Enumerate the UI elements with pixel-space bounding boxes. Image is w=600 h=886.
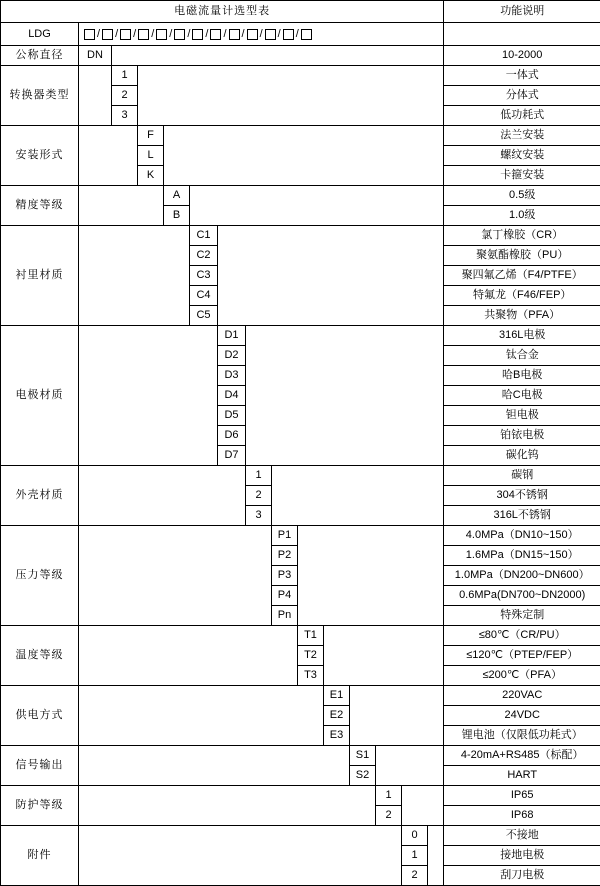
option-description: 法兰安装 [444, 126, 600, 146]
model-box [265, 29, 276, 40]
option-code: P4 [272, 586, 298, 606]
option-code: 1 [402, 846, 428, 866]
row-group-label: 压力等级 [1, 526, 79, 626]
option-code: D6 [218, 426, 246, 446]
table-row [1, 186, 600, 206]
option-description: 哈B电极 [444, 366, 600, 386]
table-row [1, 466, 600, 486]
option-code: 3 [112, 106, 138, 126]
grid-filler-right [246, 326, 444, 466]
option-code: D3 [218, 366, 246, 386]
option-code: E1 [324, 686, 350, 706]
model-row-description [444, 23, 600, 46]
model-box [156, 29, 167, 40]
model-separator: / [97, 28, 100, 40]
option-description: 接地电极 [444, 846, 600, 866]
option-description: 1.0级 [444, 206, 600, 226]
option-description: 分体式 [444, 86, 600, 106]
option-code: 2 [402, 866, 428, 886]
table-row [1, 66, 600, 86]
option-description: 304不锈钢 [444, 486, 600, 506]
model-box [192, 29, 203, 40]
row-group-label: 电极材质 [1, 326, 79, 466]
row-group-label: 精度等级 [1, 186, 79, 226]
option-code: B [164, 206, 190, 226]
option-code: DN [79, 46, 112, 66]
option-description: 0.6MPa(DN700~DN2000) [444, 586, 600, 606]
option-code: C5 [190, 306, 218, 326]
model-box [174, 29, 185, 40]
grid-filler-right [112, 46, 444, 66]
option-code: 1 [246, 466, 272, 486]
model-separator: / [223, 28, 226, 40]
table-title: 电磁流量计选型表 [1, 1, 444, 23]
model-box [229, 29, 240, 40]
option-description: HART [444, 766, 600, 786]
option-description: ≤120℃（PTEP/FEP） [444, 646, 600, 666]
option-code: C3 [190, 266, 218, 286]
table-row [1, 126, 600, 146]
grid-filler-right [402, 786, 444, 826]
option-code: P2 [272, 546, 298, 566]
table-row [1, 326, 600, 346]
model-prefix: LDG [1, 23, 79, 46]
model-box [84, 29, 95, 40]
table-row [1, 526, 600, 546]
option-code: D4 [218, 386, 246, 406]
row-group-label: 衬里材质 [1, 226, 79, 326]
option-description: 特氟龙（F46/FEP） [444, 286, 600, 306]
option-code: D7 [218, 446, 246, 466]
table-row [1, 746, 600, 766]
model-box [301, 29, 312, 40]
option-description: IP65 [444, 786, 600, 806]
grid-filler-right [324, 626, 444, 686]
grid-filler-left [79, 826, 402, 886]
model-separator: / [260, 28, 263, 40]
option-code: 1 [112, 66, 138, 86]
grid-filler-left [79, 66, 112, 126]
model-box [210, 29, 221, 40]
option-code: P3 [272, 566, 298, 586]
option-description: 24VDC [444, 706, 600, 726]
model-box [120, 29, 131, 40]
option-description: 0.5级 [444, 186, 600, 206]
model-separator: / [115, 28, 118, 40]
grid-filler-right [272, 466, 444, 526]
option-description: 聚四氟乙烯（F4/PTFE） [444, 266, 600, 286]
option-description: 哈C电极 [444, 386, 600, 406]
table-row [1, 626, 600, 646]
option-description: 锂电池（仅限低功耗式） [444, 726, 600, 746]
option-description: IP68 [444, 806, 600, 826]
option-description: 220VAC [444, 686, 600, 706]
option-code: E3 [324, 726, 350, 746]
table-header-row [1, 1, 600, 23]
option-description: 1.6MPa（DN15~150） [444, 546, 600, 566]
option-code: T3 [298, 666, 324, 686]
model-code-boxes [79, 23, 444, 46]
model-separator: / [242, 28, 245, 40]
option-description: 特殊定制 [444, 606, 600, 626]
option-description: 钽电极 [444, 406, 600, 426]
grid-filler-left [79, 526, 272, 626]
model-separator: / [151, 28, 154, 40]
option-code: T1 [298, 626, 324, 646]
option-code: S1 [350, 746, 376, 766]
grid-filler-left [79, 226, 190, 326]
grid-filler-left [79, 466, 246, 526]
option-description: ≤200℃（PFA） [444, 666, 600, 686]
option-description: 不接地 [444, 826, 600, 846]
option-code: 2 [246, 486, 272, 506]
option-code: D1 [218, 326, 246, 346]
option-description: 一体式 [444, 66, 600, 86]
table-row [1, 786, 600, 806]
option-code: S2 [350, 766, 376, 786]
option-code: D5 [218, 406, 246, 426]
option-code: 1 [376, 786, 402, 806]
option-code: 2 [112, 86, 138, 106]
grid-filler-right [218, 226, 444, 326]
grid-filler-left [79, 126, 138, 186]
model-separator: / [169, 28, 172, 40]
option-description: 4-20mA+RS485（标配） [444, 746, 600, 766]
row-group-label: 附件 [1, 826, 79, 886]
grid-filler-left [79, 626, 298, 686]
option-code: 3 [246, 506, 272, 526]
option-description: 10-2000 [444, 46, 600, 66]
grid-filler-right [164, 126, 444, 186]
grid-filler-left [79, 326, 218, 466]
model-separator: / [278, 28, 281, 40]
grid-filler-right [138, 66, 444, 126]
grid-filler-right [298, 526, 444, 626]
description-column-header: 功能说明 [444, 1, 600, 23]
row-group-label: 信号输出 [1, 746, 79, 786]
row-group-label: 公称直径 [1, 46, 79, 66]
option-description: 316L不锈钢 [444, 506, 600, 526]
option-description: 316L电极 [444, 326, 600, 346]
option-description: 4.0MPa（DN10~150） [444, 526, 600, 546]
row-group-label: 外壳材质 [1, 466, 79, 526]
option-description: 低功耗式 [444, 106, 600, 126]
model-separator: / [205, 28, 208, 40]
row-group-label: 安装形式 [1, 126, 79, 186]
option-description: 氯丁橡胶（CR） [444, 226, 600, 246]
grid-filler-right [190, 186, 444, 226]
model-separator: / [187, 28, 190, 40]
table-row [1, 826, 600, 846]
option-description: 钛合金 [444, 346, 600, 366]
option-description: 1.0MPa（DN200~DN600） [444, 566, 600, 586]
option-code: A [164, 186, 190, 206]
model-code-row [1, 23, 600, 46]
option-code: E2 [324, 706, 350, 726]
model-separator: / [296, 28, 299, 40]
model-separator: / [133, 28, 136, 40]
option-description: 碳化钨 [444, 446, 600, 466]
option-code: D2 [218, 346, 246, 366]
option-description: 螺纹安装 [444, 146, 600, 166]
table-row [1, 226, 600, 246]
model-box [138, 29, 149, 40]
model-box [247, 29, 258, 40]
option-description: 共聚物（PFA） [444, 306, 600, 326]
option-code: C4 [190, 286, 218, 306]
option-code: F [138, 126, 164, 146]
option-code: C2 [190, 246, 218, 266]
row-group-label: 转换器类型 [1, 66, 79, 126]
option-code: 2 [376, 806, 402, 826]
model-box [283, 29, 294, 40]
option-code: Pn [272, 606, 298, 626]
option-description: ≤80℃（CR/PU） [444, 626, 600, 646]
option-description: 铂铱电极 [444, 426, 600, 446]
option-code: K [138, 166, 164, 186]
option-description: 卡箍安装 [444, 166, 600, 186]
model-box [102, 29, 113, 40]
option-description: 刮刀电极 [444, 866, 600, 886]
grid-filler-right [376, 746, 444, 786]
option-code: L [138, 146, 164, 166]
grid-filler-left [79, 786, 376, 826]
table-row [1, 686, 600, 706]
row-group-label: 防护等级 [1, 786, 79, 826]
option-description: 聚氨酯橡胶（PU） [444, 246, 600, 266]
option-code: C1 [190, 226, 218, 246]
row-group-label: 供电方式 [1, 686, 79, 746]
grid-filler-left [79, 746, 350, 786]
option-code: 0 [402, 826, 428, 846]
table-row [1, 46, 600, 66]
option-code: P1 [272, 526, 298, 546]
row-group-label: 温度等级 [1, 626, 79, 686]
grid-filler-right [428, 826, 444, 886]
option-description: 碳钢 [444, 466, 600, 486]
grid-filler-left [79, 186, 164, 226]
option-code: T2 [298, 646, 324, 666]
